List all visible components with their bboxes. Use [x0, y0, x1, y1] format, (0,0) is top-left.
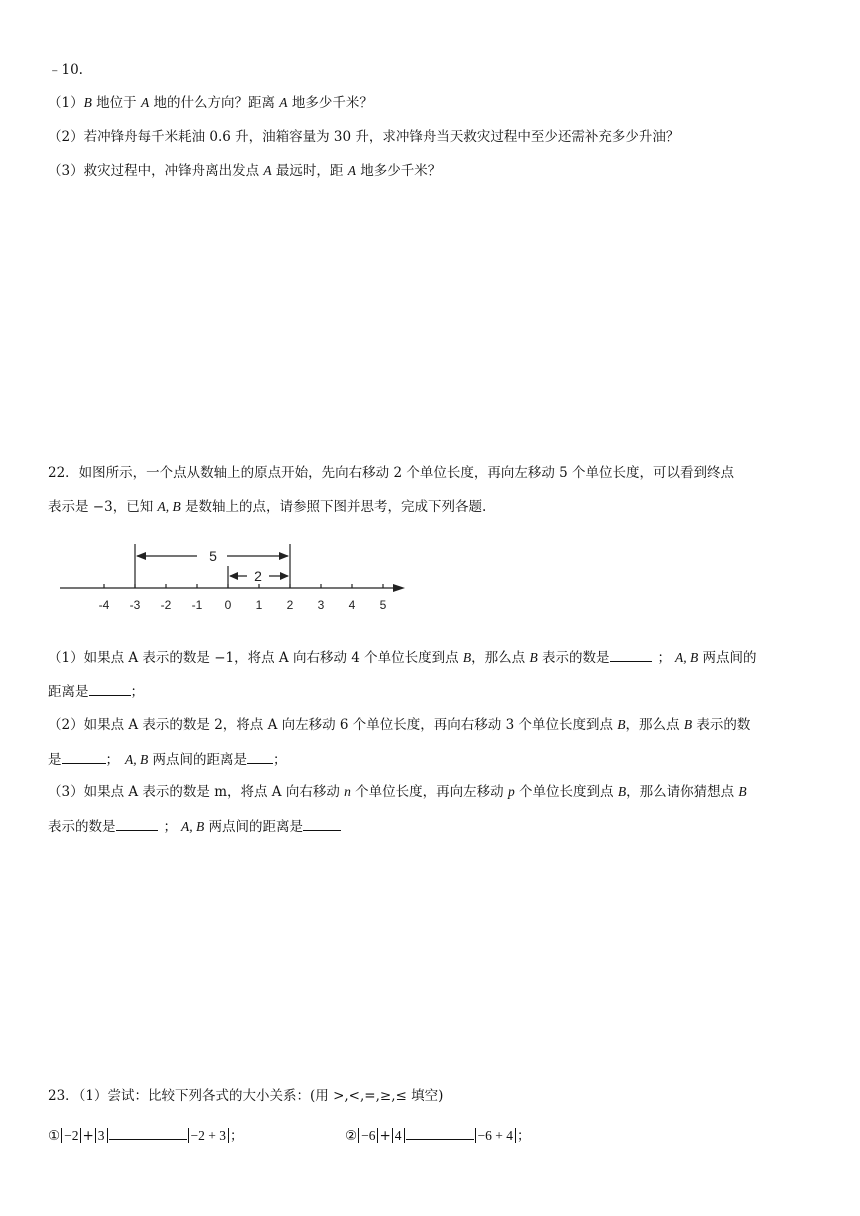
q22-s2-h: A, B	[125, 752, 149, 767]
answer-blank-s1-value[interactable]	[610, 647, 652, 662]
q21-p1-d: A	[140, 95, 150, 110]
q22-sub3-line2	[48, 816, 341, 837]
q22-s3-b: n	[344, 784, 351, 799]
q22-s2-g: ；	[105, 752, 119, 768]
q22-s2-f: 是	[48, 752, 62, 768]
q22-s1-f: ；	[657, 650, 672, 666]
q22-intro2-c: 是数轴上的点，请参照下图并思考，完成下列各题.	[180, 499, 487, 515]
q22-s3-c: 个单位长度，再向左移动	[350, 784, 508, 800]
q23-item2-num: ②	[345, 1128, 358, 1144]
span-large-arrowhead-left	[136, 552, 146, 560]
q21-p1-e: 地的什么方向？距离	[149, 95, 280, 111]
q22-sub1-line2	[48, 681, 144, 702]
q22-s1-h: 两点间的	[698, 650, 757, 666]
q22-s1-c: ，那么点	[471, 650, 530, 666]
q22-s1-a: （1）如果点 A 表示的数是 −1，将点 A 向右移动 4 个单位长度到点	[48, 650, 463, 666]
tick-label: -1	[191, 598, 203, 612]
q23-item2	[345, 1125, 531, 1146]
q21-p1-c: 地位于	[91, 95, 141, 111]
span-small-label: 2	[254, 568, 262, 584]
answer-blank-s2-distance[interactable]	[247, 749, 273, 764]
q22-sub1-line1	[48, 647, 757, 668]
q22-intro-line2	[48, 497, 486, 517]
tick-label: 2	[286, 598, 294, 612]
q22-s3-i: 表示的数是	[48, 819, 116, 835]
q22-s3-f: B	[617, 784, 627, 799]
answer-blank-s2-value[interactable]	[62, 749, 106, 764]
q21-continuation: ﹣10.	[48, 62, 83, 78]
q21-p1-g: 地多少千米？	[287, 95, 373, 111]
answer-blank-s3-value[interactable]	[116, 816, 158, 831]
q21-part3	[48, 161, 441, 181]
tick-label: -4	[98, 598, 110, 612]
q23-item1-plus: +	[82, 1128, 94, 1144]
q23-item2-plus: +	[379, 1128, 391, 1144]
abs-b: 4	[392, 1128, 405, 1143]
q22-s2-a: （2）如果点 A 表示的数是 2，将点 A 向左移动 6 个单位长度，再向右移动 3 个单位长度到点	[48, 717, 618, 733]
q22-s2-j: ；	[273, 752, 287, 768]
span-large-arrowhead-right	[279, 552, 289, 560]
q22-s1-b: B	[462, 650, 472, 665]
tick-label: 5	[379, 598, 387, 612]
span-small-arrowhead-right	[280, 572, 289, 580]
q23-item1	[48, 1125, 244, 1146]
answer-blank-s1-distance[interactable]	[89, 681, 131, 696]
q22-s1-i: 距离是	[48, 684, 89, 700]
tick-label: 4	[348, 598, 356, 612]
q22-s3-g: ，那么请你猜想点	[626, 784, 739, 800]
tick-label: 1	[255, 598, 263, 612]
span-large-label: 5	[209, 548, 217, 564]
q22-s3-l: 两点间的距离是	[204, 819, 304, 835]
q22-s2-i: 两点间的距离是	[148, 752, 248, 768]
answer-blank-compare-2[interactable]	[406, 1125, 474, 1140]
q21-p3-d: A	[347, 163, 356, 178]
q23-item1-end: ；	[230, 1128, 244, 1144]
q22-s3-j: ；	[163, 819, 177, 835]
tick-label: -3	[129, 598, 141, 612]
abs-sum: −6 + 4	[475, 1128, 516, 1143]
q22-s3-h: B	[738, 784, 747, 799]
q23-title: 23．（1）尝试：比较下列各式的大小关系：(用 >,<,=,≥,≤ 填空)	[48, 1088, 444, 1104]
q22-intro-line1: 22．如图所示，一个点从数轴上的原点开始，先向右移动 2 个单位长度，再向左移动 5 个单位长度，可以看到终点	[48, 465, 735, 481]
q22-s3-e: 个单位长度到点	[514, 784, 618, 800]
q21-p3-e: 地多少千米？	[355, 163, 442, 179]
q21-p1-f: A	[279, 95, 288, 110]
q21-p1-a: （1）	[48, 95, 84, 111]
number-line-arrowhead	[393, 584, 405, 592]
q21-p3-c: 最远时，距	[271, 163, 348, 179]
q22-s3-a: （3）如果点 A 表示的数是 m，将点 A 向右移动	[48, 784, 345, 800]
q21-p1-b: B	[83, 95, 92, 110]
q23-item2-end: ；	[517, 1128, 531, 1144]
q22-s3-d: p	[507, 784, 515, 799]
q22-sub2-line2	[48, 749, 287, 770]
q22-s2-c: ，那么点	[625, 717, 684, 733]
q22-s1-j: ；	[130, 684, 144, 700]
q22-s3-k: A, B	[181, 819, 205, 834]
span-small-arrowhead-left	[229, 572, 238, 580]
abs-sum: −2 + 3	[188, 1128, 229, 1143]
q22-s2-b: B	[617, 717, 626, 732]
q22-s2-e: 表示的数	[692, 717, 751, 733]
tick-label: 0	[224, 598, 232, 612]
q22-sub3-line1	[48, 782, 747, 802]
q22-s1-g: A, B	[675, 650, 699, 665]
q22-s2-d: B	[683, 717, 693, 732]
q22-intro2-a: 表示是 −3，已知	[48, 499, 158, 515]
q21-p3-a: （3）救灾过程中，冲锋舟离出发点	[48, 163, 264, 179]
q22-s1-e: 表示的数是	[537, 650, 610, 666]
q21-part2: （2）若冲锋舟每千米耗油 0.6 升，油箱容量为 30 升，求冲锋舟当天救灾过程中至少还需补充多少升油？	[48, 129, 680, 145]
q22-sub2-line1	[48, 715, 750, 735]
q22-intro2-b: A, B	[157, 499, 181, 514]
abs-b: 3	[95, 1128, 108, 1143]
answer-blank-s3-distance[interactable]	[303, 816, 341, 831]
q23-item1-num: ①	[48, 1128, 61, 1144]
tick-label: 3	[317, 598, 325, 612]
number-line-figure	[55, 540, 415, 620]
q21-part1	[48, 93, 373, 113]
tick-label: -2	[160, 598, 172, 612]
q22-s1-d: B	[529, 650, 538, 665]
abs-a: −6	[358, 1128, 378, 1143]
q21-p3-b: A	[263, 163, 272, 178]
answer-blank-compare-1[interactable]	[109, 1125, 187, 1140]
abs-a: −2	[61, 1128, 81, 1143]
